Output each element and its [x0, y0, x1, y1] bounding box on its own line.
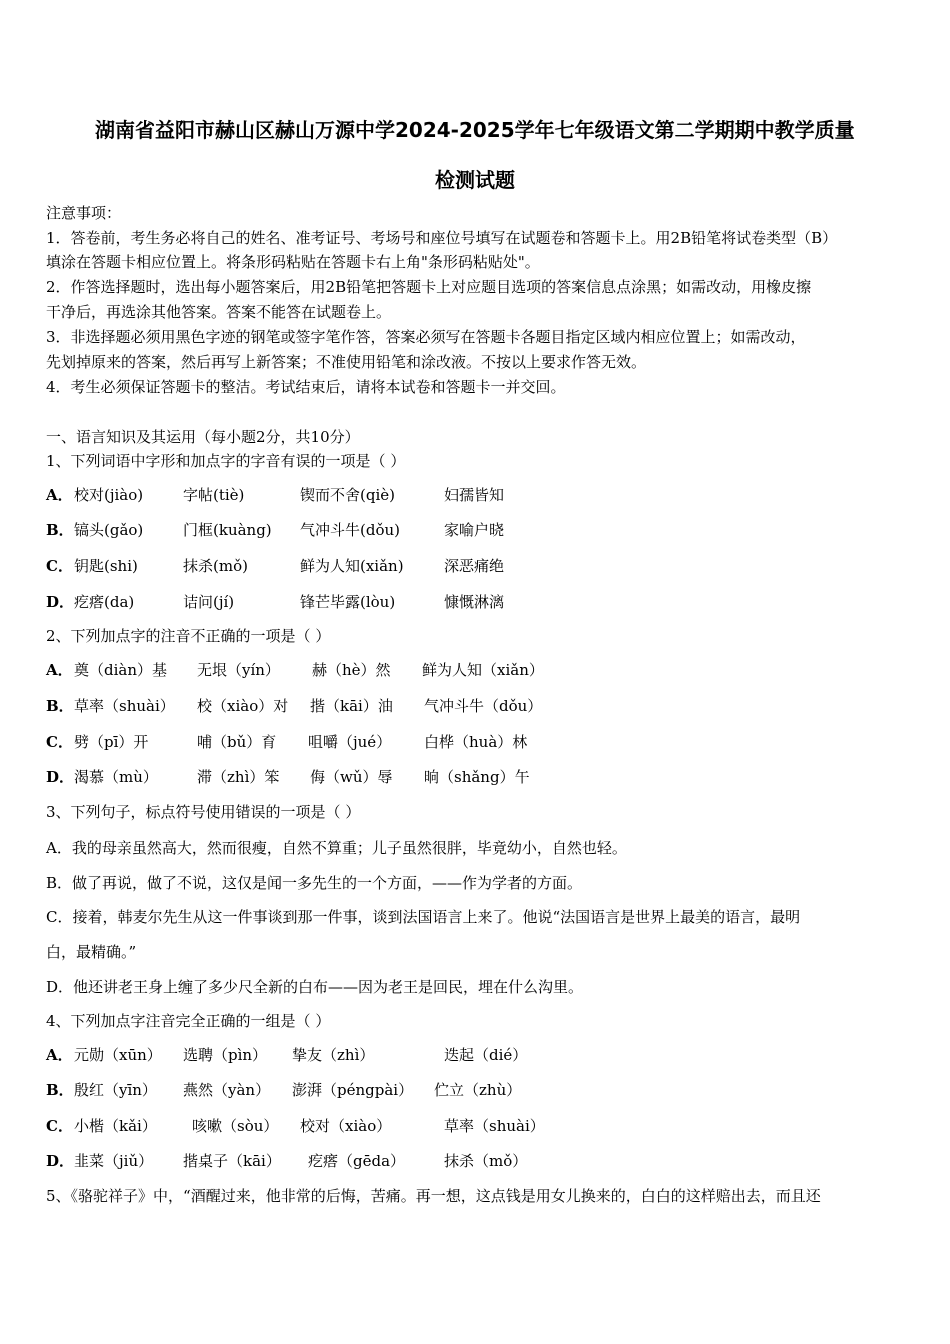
option-item: 镐头(gǎo)	[74, 521, 144, 539]
option-label: A．	[46, 661, 73, 679]
option-item: 字帖(tiè)	[183, 486, 245, 504]
option-item: 气冲斗牛(dǒu)	[300, 521, 400, 539]
option-label: D．	[46, 1152, 75, 1170]
section-heading: 一、语言知识及其运用（每小题2分，共10分）	[46, 428, 360, 446]
q5-stem: 5、《骆驼祥子》中，“酒醒过来，他非常的后悔，苦痛。再一想，这点钱是用女儿换来的，白白的这样赔出去，而且还	[46, 1187, 821, 1205]
option-label: C．	[46, 733, 73, 751]
option-item: 门框(kuàng)	[183, 521, 272, 539]
option-item: 草率（shuài）	[444, 1117, 545, 1135]
option-item: 选聘（pìn）	[183, 1046, 268, 1064]
option-item: 白桦（huà）林	[424, 733, 528, 751]
q3-stem: 3、下列句子，标点符号使用错误的一项是（ ）	[46, 803, 361, 821]
option-item: 诘问(jí)	[183, 593, 235, 611]
option-item: 抹杀(mǒ)	[183, 557, 248, 575]
q3-option-b: B．做了再说，做了不说，这仅是闻一多先生的一个方面，——作为学者的方面。	[46, 874, 583, 892]
option-label: C．	[46, 557, 73, 575]
option-item: 小楷（kǎi）	[74, 1117, 157, 1135]
q4-stem: 4、下列加点字注音完全正确的一组是（ ）	[46, 1012, 331, 1030]
option-item: 澎湃（péngpài）	[292, 1081, 414, 1099]
option-label: B．	[46, 521, 74, 539]
note-line: 1．答卷前，考生务必将自己的姓名、准考证号、考场号和座位号填写在试题卷和答题卡上。用2B铅笔将试卷类型（B）	[46, 229, 838, 247]
option-item: 迭起（dié）	[444, 1046, 528, 1064]
q2-stem: 2、下列加点字的注音不正确的一项是（ ）	[46, 627, 331, 645]
option-item: 滞（zhì）笨	[197, 768, 280, 786]
option-item: 咀嚼（jué）	[308, 733, 392, 751]
q3-option-c-cont: 白，最精确。”	[46, 943, 137, 961]
option-label: D．	[46, 768, 75, 786]
option-item: 赫（hè）然	[312, 661, 391, 679]
option-item: 校（xiào）对	[197, 697, 289, 715]
option-item: 气冲斗牛（dǒu）	[424, 697, 543, 715]
option-item: 揩桌子（kāi）	[183, 1152, 281, 1170]
option-item: 鲜为人知（xiǎn）	[422, 661, 544, 679]
option-item: 鲜为人知(xiǎn)	[300, 557, 404, 575]
q3-option-a: A．我的母亲虽然高大，然而很瘦，自然不算重；儿子虽然很胖，毕竟幼小，自然也轻。	[46, 839, 627, 857]
option-item: 晌（shǎng）午	[424, 768, 530, 786]
option-label: B．	[46, 697, 74, 715]
option-label: B．	[46, 1081, 74, 1099]
option-item: 渴慕（mù）	[74, 768, 158, 786]
option-item: 元勋（xūn）	[74, 1046, 162, 1064]
note-line: 3．非选择题必须用黑色字迹的钢笔或签字笔作答，答案必须写在答题卡各题目指定区域内相应位置上；如需改动，	[46, 328, 806, 346]
option-item: 揩（kāi）油	[310, 697, 393, 715]
title-line-1: 湖南省益阳市赫山区赫山万源中学2024-2025学年七年级语文第二学期期中教学质量	[95, 118, 855, 142]
notes-heading: 注意事项：	[46, 204, 122, 222]
note-line: 填涂在答题卡相应位置上。将条形码粘贴在答题卡右上角"条形码粘贴处"。	[46, 253, 540, 271]
option-item: 草率（shuài）	[74, 697, 175, 715]
option-item: 慷慨淋漓	[444, 593, 505, 611]
option-item: 家喻户晓	[444, 521, 505, 539]
note-line: 2．作答选择题时，选出每小题答案后，用2B铅笔把答题卡上对应题目选项的答案信息点涂黑；如需改动，用橡皮擦	[46, 278, 812, 296]
option-item: 侮（wǔ）辱	[310, 768, 393, 786]
note-line: 4．考生必须保证答题卡的整洁。考试结束后，请将本试卷和答题卡一并交回。	[46, 378, 566, 396]
option-label: A．	[46, 486, 73, 504]
option-item: 韭菜（jiǔ）	[74, 1152, 154, 1170]
note-line: 先划掉原来的答案，然后再写上新答案；不准使用铅笔和涂改液。不按以上要求作答无效。	[46, 353, 647, 371]
option-item: 锋芒毕露(lòu)	[300, 593, 396, 611]
option-item: 妇孺皆知	[444, 486, 505, 504]
option-item: 哺（bǔ）育	[197, 733, 277, 751]
option-item: 劈（pī）开	[74, 733, 149, 751]
option-item: 殷红（yīn）	[74, 1081, 157, 1099]
q3-option-d: D．他还讲老王身上缠了多少尺全新的白布——因为老王是回民，埋在什么沟里。	[46, 978, 584, 996]
option-item: 校对(jiào)	[74, 486, 144, 504]
option-item: 疙瘩（gēda）	[308, 1152, 406, 1170]
option-item: 抹杀（mǒ）	[444, 1152, 528, 1170]
option-item: 无垠（yín）	[197, 661, 280, 679]
option-label: D．	[46, 593, 75, 611]
note-line: 干净后，再选涂其他答案。答案不能答在试题卷上。	[46, 303, 392, 321]
option-item: 锲而不舍(qiè)	[300, 486, 395, 504]
option-item: 奠（diàn）基	[74, 661, 168, 679]
option-item: 咳嗽（sòu）	[192, 1117, 279, 1135]
option-item: 燕然（yàn）	[183, 1081, 271, 1099]
option-label: C．	[46, 1117, 73, 1135]
q3-option-c: C．接着，韩麦尔先生从这一件事谈到那一件事，谈到法国语言上来了。他说“法国语言是世界上最美的语言，最明	[46, 908, 801, 926]
option-item: 疙瘩(da)	[74, 593, 135, 611]
option-item: 挚友（zhì）	[292, 1046, 375, 1064]
option-item: 深恶痛绝	[444, 557, 505, 575]
option-item: 校对（xiào）	[300, 1117, 392, 1135]
option-item: 钥匙(shi)	[74, 557, 138, 575]
title-line-2: 检测试题	[435, 168, 515, 192]
option-label: A．	[46, 1046, 73, 1064]
option-item: 伫立（zhù）	[434, 1081, 522, 1099]
q1-stem: 1、下列词语中字形和加点字的字音有误的一项是（ ）	[46, 452, 406, 470]
